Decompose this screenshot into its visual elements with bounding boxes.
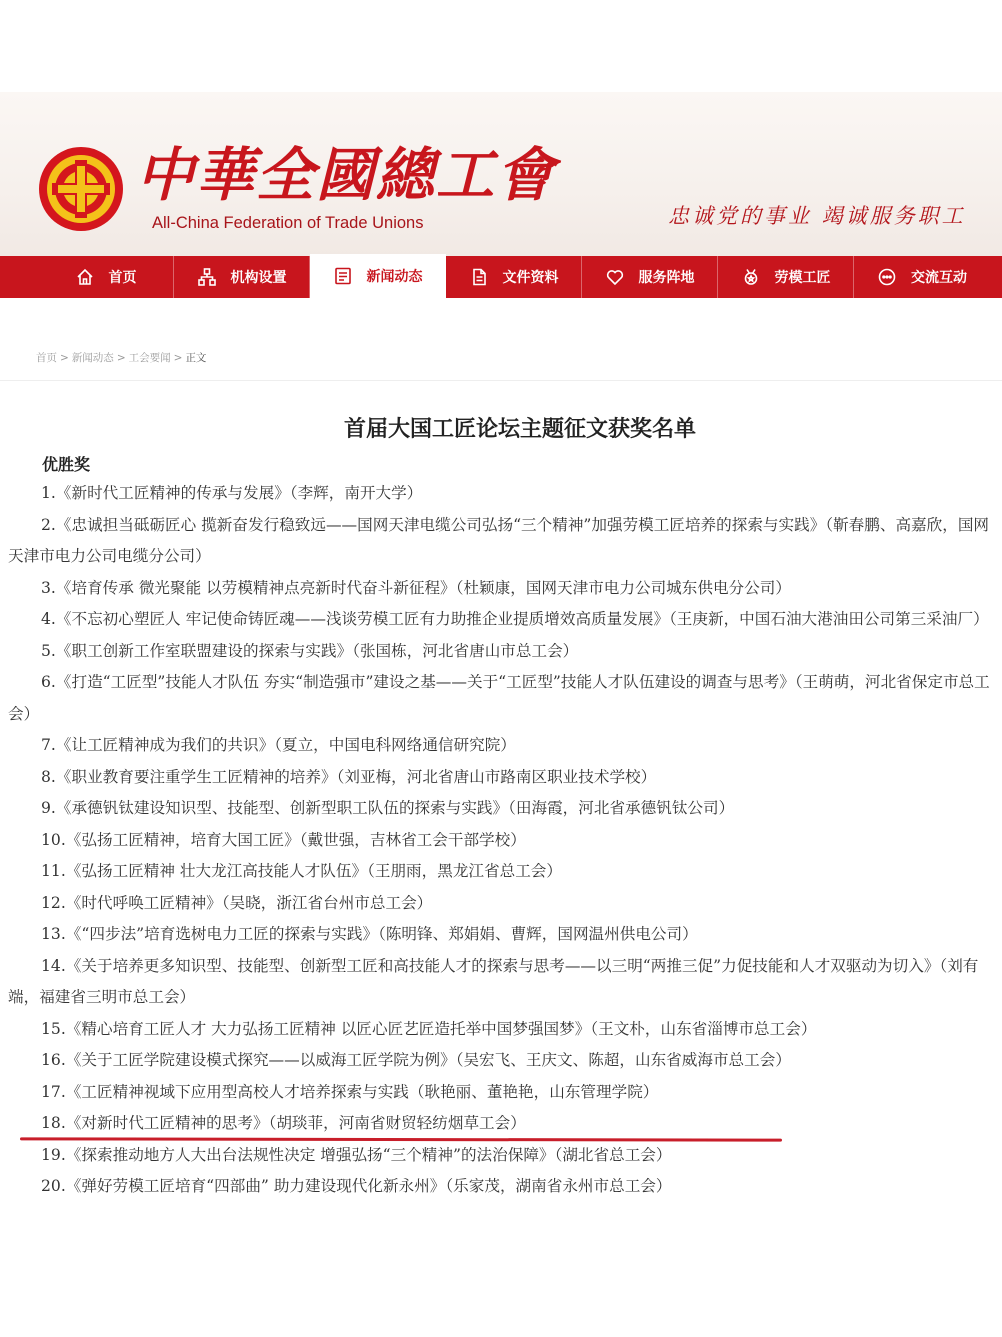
site-logo-chinese[interactable]: 中華全國總工會 [136, 141, 557, 209]
entry-number: 16. [41, 1051, 66, 1069]
list-item [8, 762, 998, 794]
entry-number: 14. [41, 956, 66, 975]
list-item [8, 1171, 998, 1203]
divider [0, 380, 1002, 381]
list-item [8, 793, 998, 825]
entry-text: 《职业教育要注重学生工匠精神的培养》（刘亚梅，河北省唐山市路南区职业技术学校） [55, 767, 657, 786]
entry-number: 1. [41, 484, 56, 502]
entry-number: 6. [41, 673, 56, 691]
entry-text: 《精心培育工匠人才 大力弘扬工匠精神 以匠心匠艺匠造托举中国梦强国梦》（王文朴，山东省淄博市总工会） [65, 1019, 817, 1038]
entry-text: 《承德钒钛建设知识型、技能型、创新型职工队伍的探索与实践》（田海霞，河北省承德钒钛公司） [55, 799, 735, 817]
list-item [8, 510, 998, 573]
list-item [8, 636, 998, 668]
entry-text: 《弘扬工匠精神，培育大国工匠》（戴世强，吉林省工会干部学校） [65, 830, 526, 849]
list-item [8, 730, 998, 762]
entry-number: 5. [41, 641, 56, 660]
entry-text: 《“四步法”培育选树电力工匠的探索与实践》（陈明锋、郑娟娟、曹辉，国网温州供电公司） [65, 925, 698, 943]
nav-item-service[interactable] [582, 256, 718, 298]
list-item [8, 478, 998, 510]
entry-number: 17. [41, 1082, 66, 1101]
list-item [8, 1140, 998, 1172]
entry-text: 《探索推动地方人大出台法规性决定 增强弘扬“三个精神”的法治保障》（湖北省总工会） [65, 1145, 672, 1164]
org-chart-icon [197, 267, 217, 287]
entry-number: 4. [41, 610, 56, 628]
nav-label: 交流互动 [911, 270, 967, 286]
list-item-highlighted [8, 1077, 998, 1109]
entry-number: 12. [41, 893, 66, 912]
nav-item-news[interactable] [310, 254, 446, 298]
entry-number: 10. [41, 830, 66, 849]
list-item [8, 856, 998, 888]
entry-text: 《职工创新工作室联盟建设的探索与实践》（张国栋，河北省唐山市总工会） [55, 641, 579, 660]
entry-text: 《不忘初心塑匠人 牢记使命铸匠魂——浅谈劳模工匠有力助推企业提质增效高质量发展》（王庚新，中国石油大港油田公司第三采油厂） [55, 610, 989, 628]
entry-number: 3. [41, 578, 56, 597]
breadcrumb-current: 正文 [185, 352, 207, 364]
award-list [8, 478, 998, 1203]
nav-label: 服务阵地 [638, 270, 695, 286]
entry-number: 2. [41, 515, 56, 534]
document-icon [469, 267, 489, 287]
list-item [8, 825, 998, 857]
chat-icon [877, 267, 897, 287]
top-blank [0, 0, 1002, 92]
entry-number: 19. [41, 1145, 66, 1164]
site-header [0, 92, 1002, 256]
list-item [8, 1108, 998, 1140]
breadcrumb-news[interactable]: 新闻动态 [71, 352, 114, 364]
news-icon [333, 266, 353, 286]
breadcrumb-separator: > [173, 352, 183, 364]
entry-text: 《关于培养更多知识型、技能型、创新型工匠和高技能人才的探索与思考——以三明“两推三促”力促技能和人才双驱动为切入》（刘有端，福建省三明市总工会） [8, 956, 979, 1006]
entry-text: 《新时代工匠精神的传承与发展》（李辉，南开大学） [55, 484, 423, 502]
nav-item-model-workers[interactable] [718, 256, 854, 298]
entry-text: 《弘扬工匠精神 壮大龙江高技能人才队伍》（王朋雨，黑龙江省总工会） [65, 862, 562, 880]
nav-label: 机构设置 [230, 270, 287, 286]
list-item [8, 1045, 998, 1077]
entry-text: 《忠诚担当砥砺匠心 揽新奋发行稳致远——国网天津电缆公司弘扬“三个精神”加强劳模工匠培养的探索与实践》（靳春鹏、高嘉欣，国网天津市电力公司电缆分公司） [8, 515, 990, 565]
list-item [8, 573, 998, 605]
breadcrumb [36, 350, 206, 365]
entry-number: 20. [41, 1177, 66, 1195]
list-item [8, 888, 998, 920]
nav-item-home[interactable] [38, 256, 174, 298]
entry-number: 11. [41, 862, 66, 880]
award-section-heading: 优胜奖 [42, 455, 91, 474]
home-icon [75, 267, 95, 287]
list-item [8, 951, 998, 1014]
nav-label: 劳模工匠 [774, 270, 831, 286]
acftu-emblem-icon[interactable] [38, 146, 124, 232]
breadcrumb-home[interactable]: 首页 [36, 352, 57, 364]
entry-number: 8. [41, 767, 56, 786]
entry-text: 《关于工匠学院建设模式探究——以威海工匠学院为例》（吴宏飞、王庆文、陈超，山东省威海市总工会） [65, 1051, 791, 1069]
nav-item-interaction[interactable] [854, 256, 990, 298]
entry-text: 《让工匠精神成为我们的共识》（夏立，中国电科网络通信研究院） [55, 736, 516, 754]
nav-label: 文件资料 [502, 270, 559, 286]
page-title: 首届大国工匠论坛主题征文获奖名单 [343, 417, 696, 442]
nav-label: 首页 [108, 270, 137, 286]
list-item [8, 919, 998, 951]
entry-number: 15. [41, 1019, 66, 1038]
nav-item-documents[interactable] [446, 256, 582, 298]
entry-number: 13. [41, 925, 66, 943]
medal-icon [741, 267, 761, 287]
list-item [8, 667, 998, 730]
list-item [8, 604, 998, 636]
nav-item-org[interactable] [174, 256, 310, 298]
list-item [8, 1014, 998, 1046]
breadcrumb-union-news[interactable]: 工会要闻 [128, 352, 171, 364]
entry-text: 《工匠精神视域下应用型高校人才培养探索与实践（耿艳丽、董艳艳，山东管理学院） [65, 1082, 659, 1101]
heart-hand-icon [605, 267, 625, 287]
entry-number: 9. [41, 799, 56, 817]
entry-text: 《时代呼唤工匠精神》（吴晓，浙江省台州市总工会） [65, 893, 433, 912]
site-logo-english: All-China Federation of Trade Unions [152, 214, 424, 232]
entry-text: 《对新时代工匠精神的思考》（胡琰菲，河南省财贸轻纺烟草工会） [65, 1114, 526, 1132]
entry-number: 18. [41, 1114, 66, 1132]
entry-number: 7. [41, 736, 56, 754]
entry-text: 《弹好劳模工匠培育“四部曲” 助力建设现代化新永州》（乐家茂，湖南省永州市总工会） [65, 1177, 672, 1195]
entry-text: 《打造“工匠型”技能人才队伍 夯实“制造强市”建设之基——关于“工匠型”技能人才队伍建设的调查与思考》（王萌萌，河北省保定市总工会） [8, 673, 990, 723]
entry-text: 《培育传承 微光聚能 以劳模精神点亮新时代奋斗新征程》（杜颖康，国网天津市电力公司城东供电分公司） [55, 578, 791, 597]
main-nav [0, 256, 1002, 298]
site-slogan: 忠诚党的事业 竭诚服务职工 [668, 204, 966, 228]
nav-label: 新闻动态 [366, 269, 423, 285]
breadcrumb-separator: > [116, 352, 126, 364]
breadcrumb-separator: > [60, 352, 69, 364]
